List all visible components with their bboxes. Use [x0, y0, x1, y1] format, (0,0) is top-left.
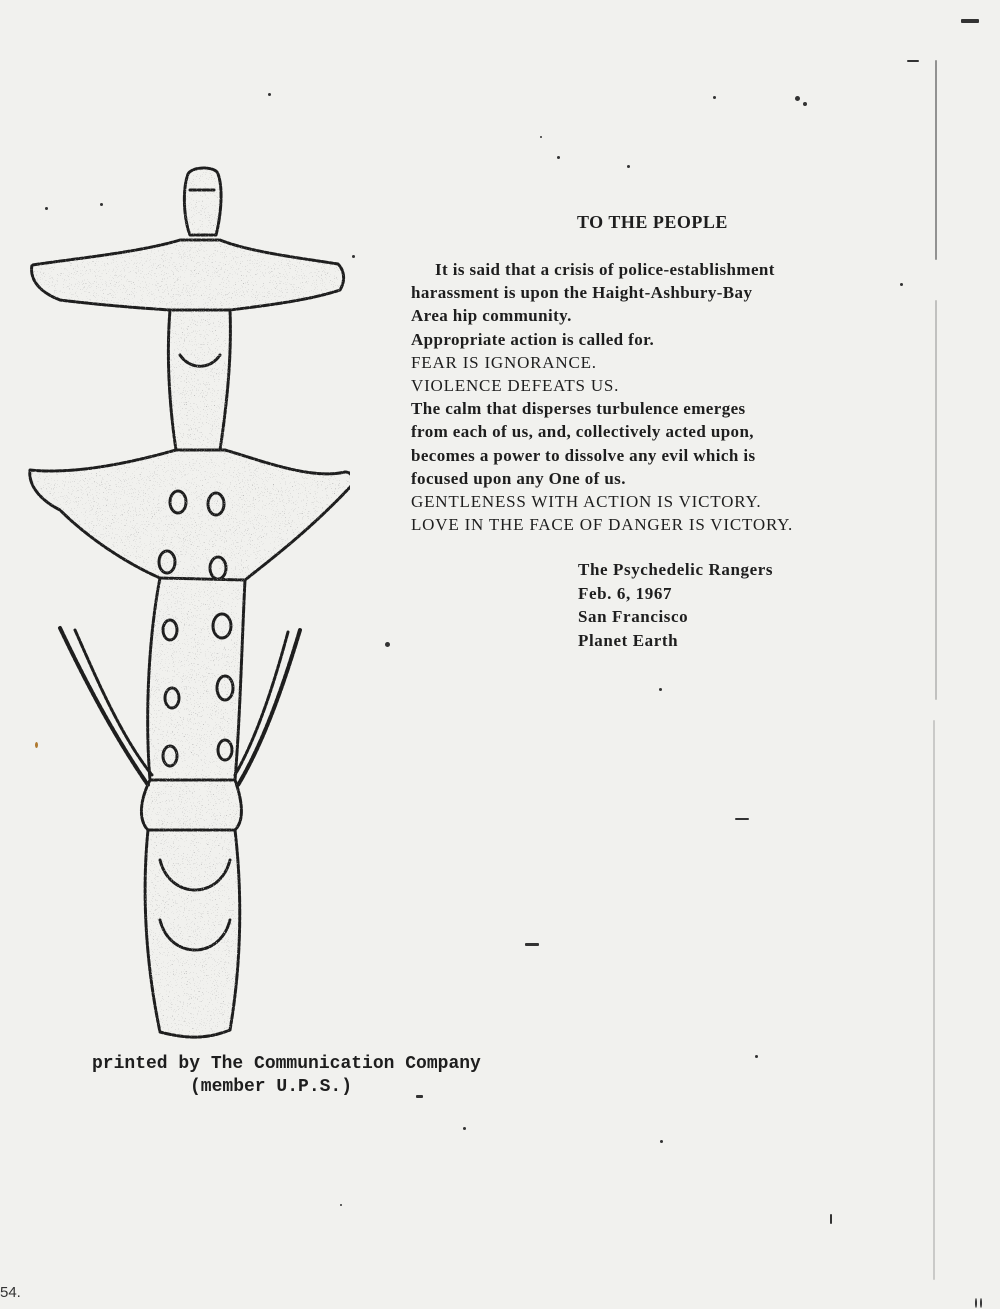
credit-line: (member U.P.S.) — [190, 1077, 353, 1097]
signature-line: Planet Earth — [578, 630, 679, 650]
body-line: Area hip community. — [411, 306, 572, 326]
document-title: TO THE PEOPLE — [577, 212, 728, 232]
body-line: GENTLENESS WITH ACTION IS VICTORY. — [411, 492, 762, 512]
signature-line: Feb. 6, 1967 — [578, 583, 673, 603]
body-line: becomes a power to dissolve any evil which is — [411, 445, 756, 465]
document-body — [411, 258, 941, 536]
body-line: FEAR IS IGNORANCE. — [411, 352, 597, 372]
printer-credit — [92, 1053, 481, 1099]
body-line: focused upon any One of us. — [411, 468, 626, 488]
body-line: LOVE IN THE FACE OF DANGER IS VICTORY. — [411, 515, 794, 535]
signature-block — [578, 558, 773, 652]
body-line: from each of us, and, collectively acted upon, — [411, 422, 754, 442]
body-line: The calm that disperses turbulence emerges — [411, 399, 746, 419]
body-line: Appropriate action is called for. — [411, 329, 655, 349]
body-line: harassment is upon the Haight-Ashbury-Bay — [411, 283, 753, 303]
totem-figure-illustration — [20, 160, 350, 1045]
body-line: VIOLENCE DEFEATS US. — [411, 376, 620, 396]
signature-line: San Francisco — [578, 607, 689, 626]
credit-line: printed by The Communication Company — [92, 1054, 481, 1074]
corner-mark: 54. — [0, 1284, 21, 1301]
body-line: It is said that a crisis of police-establishment — [435, 260, 775, 279]
signature-line: The Psychedelic Rangers — [578, 560, 774, 579]
